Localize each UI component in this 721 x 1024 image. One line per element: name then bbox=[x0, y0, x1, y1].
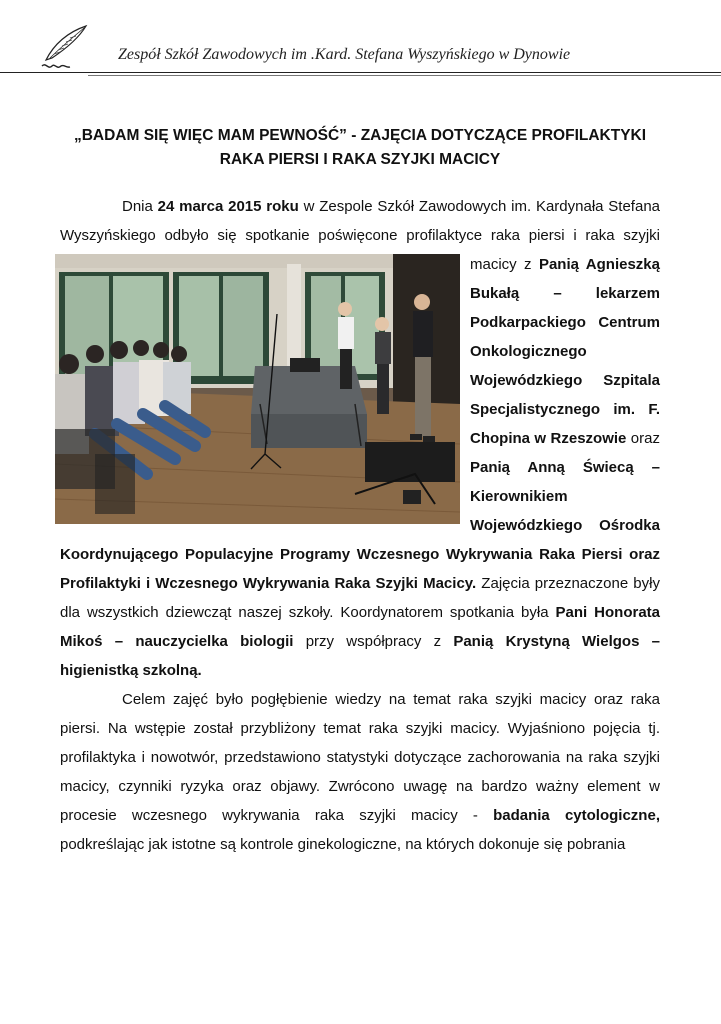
header-divider bbox=[0, 72, 721, 73]
p1-text-5: przy współpracy z bbox=[293, 633, 454, 650]
p2-text-1: Celem zajęć było pogłębienie wiedzy na temat raka szyjki macicy oraz raka piersi. Na wstępie został przybliżony temat raka szyjki macicy. Wyjaśniono pojęcia tj. profilaktyka i nowotwór, przedstawiono statystyki dotyczące zachorowania na raka szyjki macicy, czynniki ryzyka oraz objawy. Zwrócono uwagę na bardzo ważny element w procesie wczesnego wykrywania raka szyjki macicy - bbox=[60, 691, 660, 824]
p1-text-2: w Zespole Szkół Zawodowych im. Kardynała Stefana Wyszyńskiego odbyło się spotkanie poświęcone profilaktyce raka piersi i raka szyjki macicy z bbox=[60, 198, 660, 273]
page-header bbox=[0, 0, 721, 80]
p2-text-2: podkreślając jak istotne są kontrole ginekologiczne, na których dokonuje się pobrania bbox=[60, 836, 626, 853]
p1-text-4: Zajęcia przeznaczone były dla wszystkich dziewcząt naszej szkoły. Koordynatorem spotkania była bbox=[60, 575, 660, 621]
school-nurse: Panią Krystyną Wielgos – higienistką szkolną. bbox=[60, 633, 660, 679]
event-photo bbox=[55, 254, 460, 524]
p1-text-1: Dnia bbox=[122, 198, 158, 215]
cytology-tests: badania cytologiczne, bbox=[493, 807, 660, 824]
event-date: 24 marca 2015 roku bbox=[157, 198, 299, 215]
title-line-1: „BADAM SIĘ WIĘC MAM PEWNOŚĆ” - ZAJĘCIA DOTYCZĄCE PROFILAKTYKI bbox=[73, 127, 647, 144]
paragraph-2 bbox=[60, 685, 660, 859]
quill-pen-icon bbox=[36, 24, 92, 74]
article-body bbox=[60, 192, 660, 859]
title-line-2: RAKA PIERSI I RAKA SZYJKI MACICY bbox=[219, 151, 501, 168]
school-name-header: Zespół Szkół Zawodowych im .Kard. Stefana Wyszyńskiego w Dynowie bbox=[118, 46, 571, 63]
speaker-2: Panią Anną Świecą – Kierownikiem Wojewódzkiego Ośrodka Koordynującego Populacyjne Programy Wczesnego Wykrywania Raka Piersi oraz Profilaktyki i Wczesnego Wykrywania Raka Szyjki Macicy. bbox=[60, 459, 660, 592]
p1-text-3: oraz bbox=[626, 430, 660, 447]
paragraph-1 bbox=[60, 192, 660, 685]
header-divider-thin bbox=[88, 75, 721, 76]
speaker-1: Panią Agnieszką Bukałą – lekarzem Podkarpackiego Centrum Onkologicznego Wojewódzkiego Szpitala Specjalistycznego im. F. Chopina w Rzeszowie bbox=[470, 256, 660, 447]
coordinator: Pani Honorata Mikoś – nauczycielka biologii bbox=[60, 604, 660, 650]
article-title bbox=[60, 124, 660, 172]
